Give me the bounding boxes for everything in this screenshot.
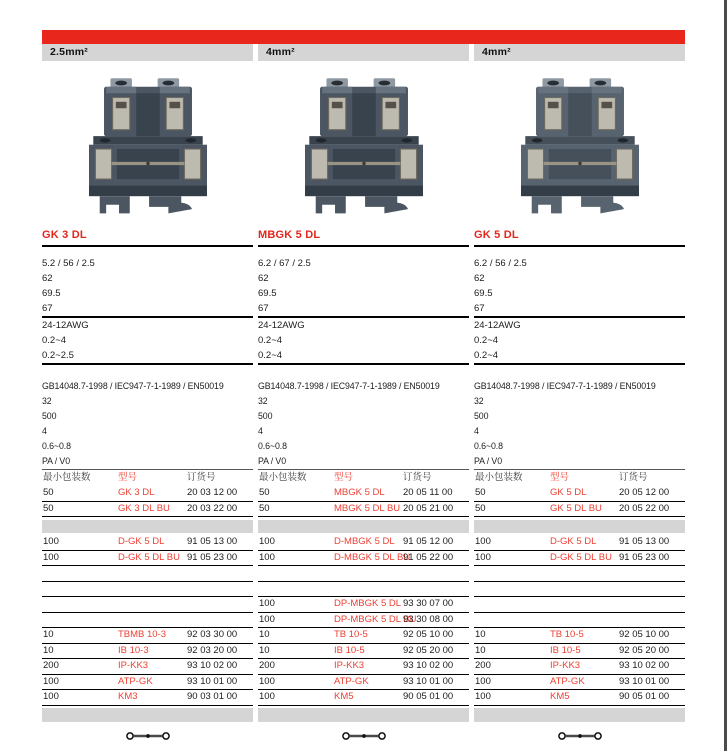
table-header-row xyxy=(474,470,685,486)
order-cell: 93 30 08 00 xyxy=(403,613,454,625)
qty-cell: 100 xyxy=(259,598,275,609)
spec-line: 0.2~4 xyxy=(474,350,499,361)
model-cell: D-GK 5 DL BU xyxy=(550,551,612,563)
spec-and-order-info xyxy=(474,256,685,722)
product-name: GK 3 DL xyxy=(42,229,87,241)
order-number-column-header: 订货号 xyxy=(619,472,648,483)
spec-line: 4 xyxy=(474,426,479,436)
model-cell: IB 10-5 xyxy=(334,644,365,656)
table-row xyxy=(42,690,253,706)
table-row xyxy=(42,628,253,644)
spec-line: GB14048.7-1998 / IEC947-7-1-1989 / EN50019 xyxy=(474,381,656,391)
qty-cell: 100 xyxy=(43,551,59,563)
model-cell: D-MBGK 5 DL BU xyxy=(334,551,411,563)
order-cell: 93 10 01 00 xyxy=(403,675,454,687)
order-cell: 90 05 01 00 xyxy=(619,691,670,702)
qty-cell: 10 xyxy=(259,629,270,640)
spec-line: 69.5 xyxy=(474,288,493,299)
model-cell: DP-MBGK 5 DL BU xyxy=(334,613,417,625)
order-cell: 93 10 01 00 xyxy=(187,675,238,687)
dimension-specs xyxy=(42,256,253,316)
table-row xyxy=(258,520,469,533)
qty-column-header: 最小包装数 xyxy=(43,472,91,483)
order-cell: 20 03 12 00 xyxy=(187,487,238,498)
table-header-row xyxy=(258,470,469,486)
order-cell: 93 10 02 00 xyxy=(187,660,238,671)
table-row xyxy=(474,486,685,502)
order-cell: 20 05 11 00 xyxy=(403,487,453,498)
wire-size-label: 4mm² xyxy=(258,44,469,61)
table-row xyxy=(258,551,469,567)
model-cell: ATP-GK xyxy=(334,675,369,687)
model-cell: IP-KK3 xyxy=(334,660,365,671)
order-cell: 92 05 20 00 xyxy=(619,644,670,656)
qty-cell: 100 xyxy=(43,536,59,547)
model-cell: MBGK 5 DL BU xyxy=(334,502,401,514)
order-cell: 90 05 01 00 xyxy=(403,691,454,702)
table-row xyxy=(258,644,469,660)
order-cell: 91 05 22 00 xyxy=(403,551,454,563)
wire-range-specs xyxy=(258,318,469,363)
table-row xyxy=(42,535,253,551)
model-cell: KM5 xyxy=(550,691,570,702)
table-row xyxy=(42,597,253,613)
spec-line: 0.2~4 xyxy=(258,350,283,361)
model-cell: TBMB 10-3 xyxy=(118,629,167,640)
table-row xyxy=(474,582,685,598)
table-row xyxy=(42,502,253,518)
table-row xyxy=(42,551,253,567)
table-row xyxy=(258,675,469,691)
order-cell: 20 05 22 00 xyxy=(619,502,670,514)
product-name-underline xyxy=(474,245,685,247)
qty-cell: 100 xyxy=(475,691,491,702)
qty-cell: 10 xyxy=(43,629,54,640)
model-cell: D-GK 5 DL xyxy=(550,536,597,547)
table-row xyxy=(474,566,685,582)
model-cell: GK 5 DL BU xyxy=(550,502,602,514)
model-cell: KM3 xyxy=(118,691,138,702)
order-cell: 91 05 23 00 xyxy=(619,551,670,563)
spec-line: 0.2~4 xyxy=(474,335,499,346)
model-cell: D-MBGK 5 DL xyxy=(334,536,395,547)
spec-line: 0.6~0.8 xyxy=(42,441,71,451)
spec-line: 62 xyxy=(474,273,485,284)
qty-cell: 10 xyxy=(43,644,54,656)
spec-line: 6.2 / 56 / 2.5 xyxy=(474,258,527,269)
order-number-column-header: 订货号 xyxy=(403,472,432,483)
wire-range-specs xyxy=(474,318,685,363)
table-row xyxy=(474,690,685,706)
spec-and-order-info xyxy=(42,256,253,722)
qty-cell: 50 xyxy=(43,487,54,498)
product-column xyxy=(42,0,253,751)
spec-line: 4 xyxy=(42,426,47,436)
order-number-column-header: 订货号 xyxy=(187,472,216,483)
qty-cell: 10 xyxy=(475,629,486,640)
spec-line: 62 xyxy=(258,273,269,284)
model-cell: GK 5 DL xyxy=(550,487,587,498)
table-row xyxy=(42,644,253,660)
spec-line: 24-12AWG xyxy=(42,320,89,331)
order-cell: 20 05 12 00 xyxy=(619,487,670,498)
spec-line: 0.2~2.5 xyxy=(42,350,74,361)
feed-through-circuit-icon xyxy=(125,730,171,742)
qty-cell: 100 xyxy=(475,551,491,563)
order-cell: 92 05 20 00 xyxy=(403,644,454,656)
table-row xyxy=(258,566,469,582)
order-table xyxy=(258,486,469,706)
order-cell: 91 05 12 00 xyxy=(403,536,454,547)
order-table xyxy=(474,486,685,706)
product-name-underline xyxy=(42,245,253,247)
table-row xyxy=(42,659,253,675)
order-cell: 92 05 10 00 xyxy=(403,629,454,640)
wire-size-label: 2.5mm² xyxy=(42,44,253,61)
model-cell: MBGK 5 DL xyxy=(334,487,385,498)
table-row xyxy=(474,675,685,691)
table-row xyxy=(42,520,253,533)
spec-line: 69.5 xyxy=(42,288,61,299)
product-column xyxy=(258,0,469,751)
qty-cell: 50 xyxy=(259,502,270,514)
qty-cell: 200 xyxy=(259,660,275,671)
qty-cell: 100 xyxy=(475,536,491,547)
table-row xyxy=(258,690,469,706)
table-row xyxy=(258,659,469,675)
model-column-header: 型号 xyxy=(550,472,570,483)
table-header-row xyxy=(42,470,253,486)
qty-cell: 100 xyxy=(259,551,275,563)
product-name: MBGK 5 DL xyxy=(258,229,321,241)
table-row xyxy=(474,659,685,675)
spec-line: GB14048.7-1998 / IEC947-7-1-1989 / EN50019 xyxy=(258,381,440,391)
table-row xyxy=(42,486,253,502)
order-cell: 93 10 02 00 xyxy=(619,660,670,671)
model-cell: D-GK 5 DL xyxy=(118,536,165,547)
spec-line: 67 xyxy=(42,303,53,314)
qty-cell: 100 xyxy=(259,675,275,687)
order-cell: 91 05 13 00 xyxy=(619,536,670,547)
bottom-gray-bar xyxy=(42,708,253,722)
qty-cell: 50 xyxy=(475,502,486,514)
order-cell: 20 05 21 00 xyxy=(403,502,454,514)
product-column xyxy=(474,0,685,751)
spec-line: 24-12AWG xyxy=(474,320,521,331)
order-cell: 20 03 22 00 xyxy=(187,502,238,514)
model-cell: IB 10-3 xyxy=(118,644,149,656)
page-edge-line xyxy=(724,0,727,751)
model-cell: GK 3 DL BU xyxy=(118,502,170,514)
qty-column-header: 最小包装数 xyxy=(259,472,307,483)
terminal-block-photo xyxy=(521,78,639,220)
table-row xyxy=(258,582,469,598)
table-row xyxy=(474,502,685,518)
feed-through-circuit-icon xyxy=(341,730,387,742)
qty-cell: 50 xyxy=(259,487,270,498)
qty-cell: 10 xyxy=(259,644,270,656)
table-row xyxy=(258,597,469,613)
table-row xyxy=(474,628,685,644)
qty-cell: 10 xyxy=(475,644,486,656)
order-cell: 93 10 02 00 xyxy=(403,660,454,671)
order-cell: 92 03 30 00 xyxy=(187,629,238,640)
ratings-specs xyxy=(474,379,685,469)
spec-line: 0.2~4 xyxy=(258,335,283,346)
spec-line: 32 xyxy=(258,396,268,406)
model-cell: IP-KK3 xyxy=(550,660,581,671)
spec-line: 67 xyxy=(474,303,485,314)
spec-line: 0.2~4 xyxy=(42,335,67,346)
table-row xyxy=(258,486,469,502)
spec-line: 0.6~0.8 xyxy=(258,441,287,451)
model-cell: KM5 xyxy=(334,691,354,702)
order-cell: 93 30 07 00 xyxy=(403,598,454,609)
qty-cell: 50 xyxy=(475,487,486,498)
model-cell: IP-KK3 xyxy=(118,660,149,671)
table-row xyxy=(42,566,253,582)
qty-cell: 100 xyxy=(475,675,491,687)
order-cell: 92 05 10 00 xyxy=(619,629,670,640)
order-cell: 92 03 20 00 xyxy=(187,644,238,656)
model-cell: TB 10-5 xyxy=(550,629,584,640)
spec-line: 500 xyxy=(42,411,57,421)
spec-line: 24-12AWG xyxy=(258,320,305,331)
qty-cell: 100 xyxy=(259,691,275,702)
spec-line: 5.2 / 56 / 2.5 xyxy=(42,258,95,269)
spec-line: 4 xyxy=(258,426,263,436)
dimension-specs xyxy=(258,256,469,316)
table-row xyxy=(258,535,469,551)
wire-range-specs xyxy=(42,318,253,363)
spec-line: PA / V0 xyxy=(258,456,286,466)
model-cell: D-GK 5 DL BU xyxy=(118,551,180,563)
model-cell: GK 3 DL xyxy=(118,487,155,498)
spec-line: 6.2 / 67 / 2.5 xyxy=(258,258,311,269)
model-cell: IB 10-5 xyxy=(550,644,581,656)
spec-line: 32 xyxy=(42,396,52,406)
terminal-block-photo xyxy=(305,78,423,220)
spec-line: 500 xyxy=(258,411,273,421)
model-cell: DP-MBGK 5 DL xyxy=(334,598,402,609)
terminal-block-photo xyxy=(89,78,207,220)
order-cell: 91 05 13 00 xyxy=(187,536,238,547)
qty-cell: 100 xyxy=(43,691,59,702)
table-row xyxy=(42,613,253,629)
table-row xyxy=(474,613,685,629)
ratings-specs xyxy=(42,379,253,469)
table-row xyxy=(42,582,253,598)
table-row xyxy=(474,597,685,613)
spec-and-order-info xyxy=(258,256,469,722)
model-cell: ATP-GK xyxy=(118,675,153,687)
spec-line: 69.5 xyxy=(258,288,277,299)
spec-line: 62 xyxy=(42,273,53,284)
order-cell: 91 05 23 00 xyxy=(187,551,238,563)
table-row xyxy=(258,613,469,629)
model-cell: TB 10-5 xyxy=(334,629,368,640)
product-name-underline xyxy=(258,245,469,247)
table-row xyxy=(474,551,685,567)
spec-line: PA / V0 xyxy=(474,456,502,466)
table-row xyxy=(474,520,685,533)
qty-cell: 100 xyxy=(259,536,275,547)
spec-line: GB14048.7-1998 / IEC947-7-1-1989 / EN50019 xyxy=(42,381,224,391)
spec-line: 32 xyxy=(474,396,484,406)
qty-cell: 100 xyxy=(259,613,275,625)
table-row xyxy=(474,535,685,551)
model-column-header: 型号 xyxy=(334,472,354,483)
spec-line: PA / V0 xyxy=(42,456,70,466)
qty-cell: 200 xyxy=(43,660,59,671)
dimension-specs xyxy=(474,256,685,316)
model-column-header: 型号 xyxy=(118,472,138,483)
qty-cell: 50 xyxy=(43,502,54,514)
product-name: GK 5 DL xyxy=(474,229,519,241)
wire-size-label: 4mm² xyxy=(474,44,685,61)
feed-through-circuit-icon xyxy=(557,730,603,742)
qty-cell: 200 xyxy=(475,660,491,671)
qty-column-header: 最小包装数 xyxy=(475,472,523,483)
table-row xyxy=(258,502,469,518)
bottom-gray-bar xyxy=(474,708,685,722)
spec-line: 0.6~0.8 xyxy=(474,441,503,451)
table-row xyxy=(258,628,469,644)
spec-line: 67 xyxy=(258,303,269,314)
ratings-specs xyxy=(258,379,469,469)
qty-cell: 100 xyxy=(43,675,59,687)
order-cell: 93 10 01 00 xyxy=(619,675,670,687)
table-row xyxy=(474,644,685,660)
model-cell: ATP-GK xyxy=(550,675,585,687)
order-cell: 90 03 01 00 xyxy=(187,691,238,702)
bottom-gray-bar xyxy=(258,708,469,722)
order-table xyxy=(42,486,253,706)
table-row xyxy=(42,675,253,691)
spec-line: 500 xyxy=(474,411,489,421)
